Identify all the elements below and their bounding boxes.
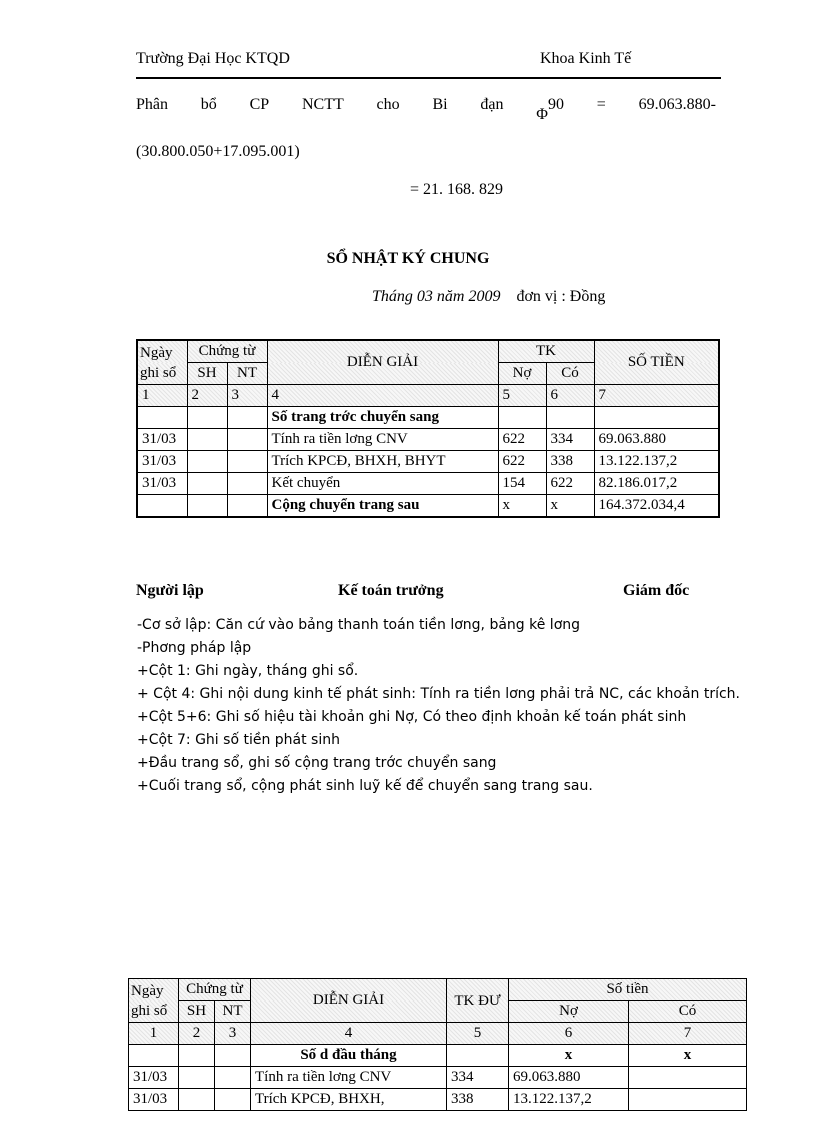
table-row (137, 429, 719, 451)
header-description: DIỄN GIẢI (267, 340, 498, 385)
cell-date (137, 407, 187, 429)
header-sh: SH (179, 1001, 215, 1023)
formula-equals: = (596, 96, 606, 113)
header-amount: Số tiền (509, 979, 747, 1001)
col-number: 7 (629, 1023, 747, 1045)
header-voucher: Chứng từ (187, 340, 267, 363)
ledger-table (128, 978, 747, 1111)
formula-word: NCTT (301, 96, 344, 113)
cell-credit: x (546, 495, 594, 518)
cell-nt (227, 473, 267, 495)
cell-credit (629, 1089, 747, 1111)
cell-date: 31/03 (129, 1089, 179, 1111)
allocation-formula (136, 96, 716, 124)
cell-date: 31/03 (137, 429, 187, 451)
formula-line2: (30.800.050+17.095.001) (136, 143, 300, 160)
header-debit: Nợ (509, 1001, 629, 1023)
cell-nt (215, 1045, 251, 1067)
header-amount: SỐ TIỀN (594, 340, 719, 385)
col-number: 4 (251, 1023, 447, 1045)
formula-size (536, 96, 564, 124)
cell-debit: x (509, 1045, 629, 1067)
header-date: Ngày ghi sổ (137, 340, 187, 385)
formula-word: Phân (136, 96, 168, 113)
cell-debit: 69.063.880 (509, 1067, 629, 1089)
note-line: +Cuối trang sổ, cộng phát sinh luỹ kế để chuyển sang trang sau. (137, 778, 593, 794)
table-row (137, 495, 719, 518)
cell-credit (629, 1067, 747, 1089)
cell-account: 338 (447, 1089, 509, 1111)
formula-value: 69.063.880- (638, 96, 716, 113)
cell-date (137, 495, 187, 518)
cell-nt (227, 429, 267, 451)
col-number: 4 (267, 385, 498, 407)
cell-description: Tính ra tiền lơng CNV (251, 1067, 447, 1089)
header-debit: Nợ (498, 363, 546, 385)
cell-sh (179, 1089, 215, 1111)
note-line: +Đầu trang sổ, ghi số cộng trang trớc chuyển sang (137, 755, 497, 771)
col-number: 2 (187, 385, 227, 407)
table-row (129, 1089, 747, 1111)
note-line: +Cột 7: Ghi số tiền phát sinh (137, 732, 340, 748)
table-row (129, 1067, 747, 1089)
col-number: 3 (227, 385, 267, 407)
col-number: 2 (179, 1023, 215, 1045)
note-line: + Cột 4: Ghi nội dung kinh tế phát sinh: Tính ra tiền lơng phải trả NC, các khoản trích. (137, 686, 740, 702)
school-name: Trường Đại Học KTQD (136, 50, 290, 67)
period: Tháng 03 năm 2009 (372, 288, 501, 305)
note-line: -Cơ sở lập: Căn cứ vào bảng thanh toán tiền lơng, bảng kê lơng (137, 617, 581, 633)
cell-debit: 154 (498, 473, 546, 495)
cell-date: 31/03 (129, 1067, 179, 1089)
header-rule (136, 77, 721, 79)
cell-nt (215, 1067, 251, 1089)
formula-word: Bi (432, 96, 448, 113)
cell-debit: 13.122.137,2 (509, 1089, 629, 1111)
header-nt: NT (227, 363, 267, 385)
cell-description: Trích KPCĐ, BHXH, (251, 1089, 447, 1111)
cell-amount (594, 407, 719, 429)
formula-word: CP (249, 96, 270, 113)
header-account: TK ĐƯ (447, 979, 509, 1023)
cell-credit: 338 (546, 451, 594, 473)
header-voucher: Chứng từ (179, 979, 251, 1001)
cell-nt (227, 451, 267, 473)
diameter-value: 90 (547, 96, 564, 113)
cell-debit: 622 (498, 429, 546, 451)
diameter-symbol: Φ (536, 106, 548, 124)
formula-word: đạn (480, 96, 504, 113)
col-number: 1 (129, 1023, 179, 1045)
header-credit: Có (629, 1001, 747, 1023)
col-number: 6 (509, 1023, 629, 1045)
col-number: 5 (447, 1023, 509, 1045)
cell-credit: 622 (546, 473, 594, 495)
note-line: -Phơng pháp lập (137, 640, 252, 656)
cell-description: Tính ra tiền lơng CNV (267, 429, 498, 451)
cell-sh (187, 407, 227, 429)
cell-debit: 622 (498, 451, 546, 473)
cell-account: 334 (447, 1067, 509, 1089)
col-number: 1 (137, 385, 187, 407)
signature-chief-accountant: Kế toán trưởng (338, 582, 444, 599)
note-line: +Cột 5+6: Ghi số hiệu tài khoản ghi Nợ, Có theo định khoản kế toán phát sinh (137, 709, 687, 725)
cell-sh (187, 495, 227, 518)
header-date: Ngày ghi sổ (129, 979, 179, 1023)
cell-credit: 334 (546, 429, 594, 451)
cell-sh (179, 1045, 215, 1067)
cell-amount: 82.186.017,2 (594, 473, 719, 495)
header-account: TK (498, 340, 594, 363)
cell-description: Số d đầu tháng (251, 1045, 447, 1067)
formula-result: = 21. 168. 829 (410, 181, 504, 198)
header-description: DIỄN GIẢI (251, 979, 447, 1023)
header-credit: Có (546, 363, 594, 385)
cell-sh (187, 451, 227, 473)
cell-description: Trích KPCĐ, BHXH, BHYT (267, 451, 498, 473)
cell-sh (187, 473, 227, 495)
signature-director: Giám đốc (623, 582, 690, 599)
cell-debit: x (498, 495, 546, 518)
col-number: 5 (498, 385, 546, 407)
formula-word: bổ (200, 96, 217, 113)
signature-preparer: Người lập (136, 582, 204, 599)
header-sh: SH (187, 363, 227, 385)
cell-debit (498, 407, 546, 429)
header-nt: NT (215, 1001, 251, 1023)
cell-amount: 164.372.034,4 (594, 495, 719, 518)
col-number: 3 (215, 1023, 251, 1045)
cell-date: 31/03 (137, 473, 187, 495)
note-line: +Cột 1: Ghi ngày, tháng ghi sổ. (137, 663, 359, 679)
col-number: 7 (594, 385, 719, 407)
cell-credit: x (629, 1045, 747, 1067)
cell-date (129, 1045, 179, 1067)
cell-description: Kết chuyển (267, 473, 498, 495)
table-row (137, 407, 719, 429)
cell-account (447, 1045, 509, 1067)
cell-sh (179, 1067, 215, 1089)
page-title: SỔ NHẬT KÝ CHUNG (326, 250, 490, 267)
instructions (137, 614, 777, 798)
table-row (137, 451, 719, 473)
cell-credit (546, 407, 594, 429)
cell-date: 31/03 (137, 451, 187, 473)
period-line (372, 288, 605, 306)
cell-amount: 13.122.137,2 (594, 451, 719, 473)
cell-nt (227, 407, 267, 429)
col-number: 6 (546, 385, 594, 407)
cell-description: Số trang trớc chuyển sang (267, 407, 498, 429)
cell-sh (187, 429, 227, 451)
formula-word: cho (376, 96, 400, 113)
currency-unit: đơn vị : Đồng (516, 288, 606, 305)
table-row (129, 1045, 747, 1067)
cell-amount: 69.063.880 (594, 429, 719, 451)
cell-description: Cộng chuyển trang sau (267, 495, 498, 518)
faculty-name: Khoa Kinh Tế (540, 50, 632, 67)
table-row (137, 473, 719, 495)
journal-table (136, 339, 720, 518)
cell-nt (215, 1089, 251, 1111)
cell-nt (227, 495, 267, 518)
